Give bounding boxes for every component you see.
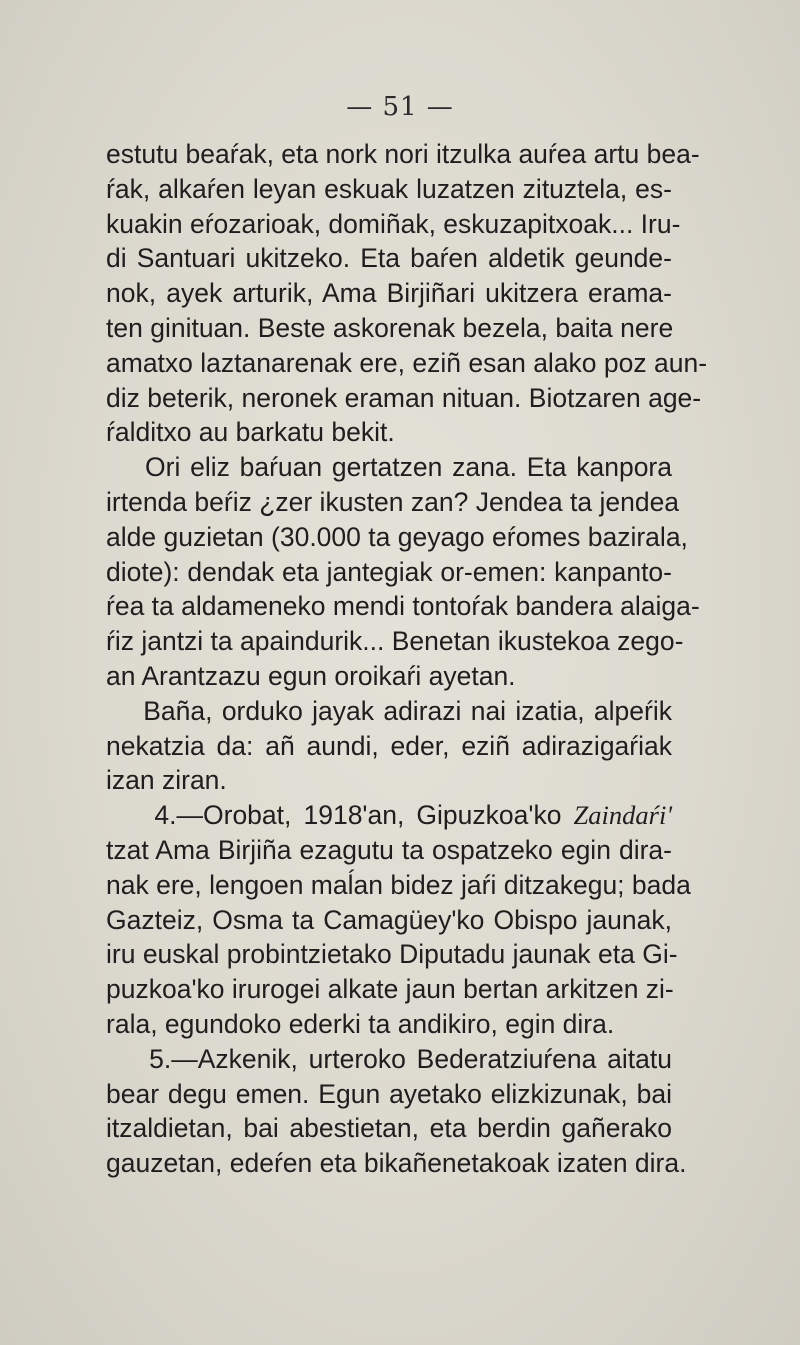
text-line: 5.—Azkenik, urteroko Bederatziuŕena aitatu: [106, 1043, 672, 1074]
text-line: izan ziran.: [106, 765, 227, 796]
text-line: di Santuari ukitzeko. Eta baŕen aldetik geunde-: [106, 243, 672, 274]
text-line: ŕalditxo au barkatu bekit.: [106, 417, 395, 448]
text-line: an Arantzazu egun oroikaŕi ayetan.: [106, 660, 516, 691]
text-line: nok, ayek arturik, Ama Birjiñari ukitzera erama-: [106, 278, 672, 309]
text-segment: 4.—Orobat, 1918'an, Gipuzkoa'ko: [106, 800, 574, 831]
text-line: ten ginituan. Beste askorenak bezela, baita nere: [106, 312, 674, 343]
text-line: ŕak, alkaŕen leyan eskuak luzatzen zituztela, es-: [106, 173, 672, 204]
text-line: bear degu emen. Egun ayetako elizkizunak, bai: [106, 1078, 672, 1109]
text-line: ŕea ta aldameneko mendi tontoŕak bandera alaiga-: [106, 591, 700, 622]
text-line: gauzetan, edeŕen eta bikañenetakoak izaten dira.: [106, 1148, 687, 1179]
text-line: rala, egundoko ederki ta andikiro, egin dira.: [106, 1008, 615, 1039]
text-line: Gazteiz, Osma ta Camagüey'ko Obispo jaunak,: [106, 904, 672, 935]
text-line: iru euskal probintzietako Diputadu jaunak eta Gi-: [106, 939, 678, 970]
text-line: Ori eliz baŕuan gertatzen zana. Eta kanpora: [106, 452, 672, 483]
text-line: ŕiz jantzi ta apaindurik... Benetan ikustekoa zego-: [106, 626, 684, 657]
text-line: diote): dendak eta jantegiak or-emen: kanpanto-: [106, 556, 672, 587]
text-line: itzaldietan, bai abestietan, eta berdin gañerako: [106, 1113, 672, 1144]
text-line: nekatzia da: añ aundi, eder, eziñ adirazigaŕiak: [106, 730, 672, 761]
text-line: amatxo laztanarenak ere, eziñ esan alako poz aun-: [106, 347, 708, 378]
text-line: tzat Ama Birjiña ezagutu ta ospatzeko egin dira-: [106, 834, 672, 865]
body-text: [106, 137, 708, 1181]
text-line: estutu beaŕak, eta nork nori itzulka auŕea artu bea-: [106, 139, 700, 169]
text-line: kuakin eŕozarioak, domiñak, eskuzapitxoak... Iru-: [106, 208, 681, 239]
italic-word: Zaindaŕi': [573, 800, 672, 831]
text-line: diz beterik, neronek eraman nituan. Biotzaren age-: [106, 382, 702, 413]
text-line: alde guzietan (30.000 ta geyago eŕomes bazirala,: [106, 521, 688, 552]
page-number: — 51 —: [346, 92, 454, 122]
text-line-with-italic: [106, 798, 672, 833]
text-line: irtenda beŕiz ¿zer ikusten zan? Jendea ta jendea: [106, 486, 680, 517]
text-line: puzkoa'ko irurogei alkate jaun bertan arkitzen zi-: [106, 974, 674, 1005]
text-line: nak ere, lengoen maĺan bidez jaŕi ditzakegu; bada: [106, 869, 691, 900]
text-line: Baña, orduko jayak adirazi nai izatia, alpeŕik: [106, 695, 672, 726]
